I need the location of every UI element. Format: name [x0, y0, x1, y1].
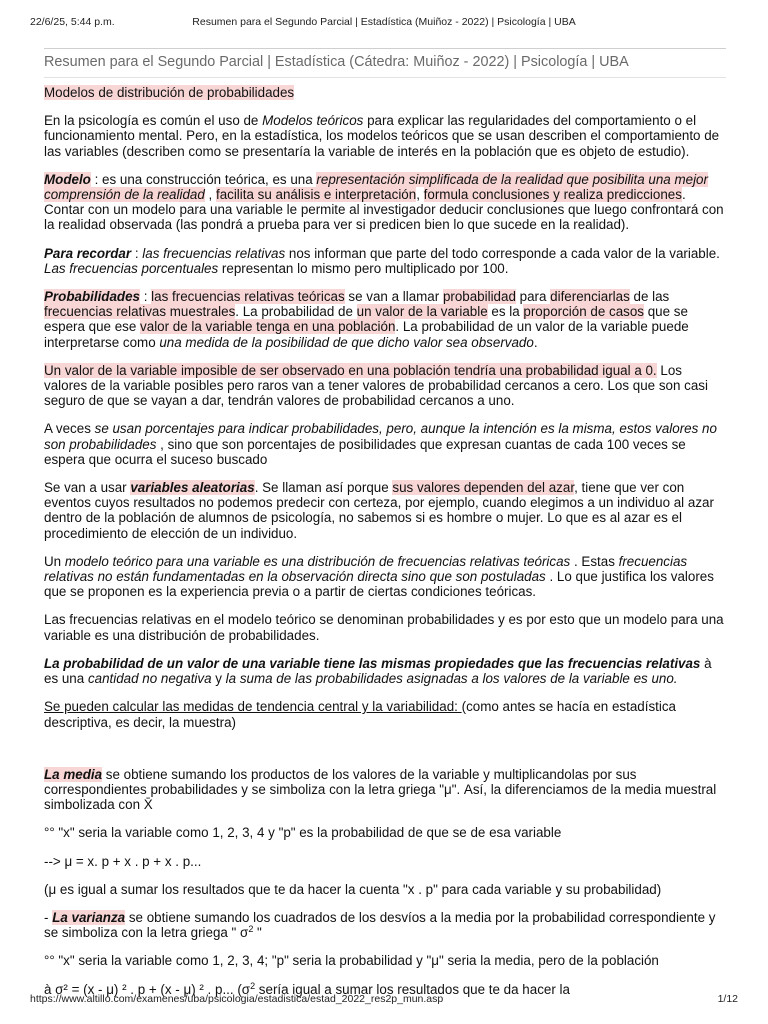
highlight: probabilidad [442, 289, 516, 305]
text: . Se llaman así porque [254, 480, 393, 496]
text-bold-italic: La probabilidad de un valor de una variable tiene las mismas propiedades que las frecuencias relativas [44, 655, 701, 671]
text-italic: se usan porcentajes para indicar probabilidades, pero, aunque la intención es la misma, estos valores no son probabilidades [44, 421, 717, 452]
highlight: Un valor de la variable imposible de ser observado en una población tendría una probabilidad igual a 0. [44, 362, 657, 378]
paragraph-para-recordar [44, 246, 728, 276]
superscript: 2 [248, 924, 254, 935]
text: , [416, 187, 424, 203]
paragraph-frecuencias-modelo: Las frecuencias relativas en el modelo teórico se denominan probabilidades y es por esto que un modelo para una variable es una distribución de probabilidades. [44, 612, 724, 643]
paragraph-varianza-variables: °° "x" seria la variable como 1, 2, 3, 4; "p" seria la probabilidad y "μ" seria la media, pero de la población [44, 953, 659, 969]
text: y [211, 671, 226, 687]
page-number: 1/12 [717, 993, 738, 1005]
section-title [44, 85, 728, 100]
formula-media: --> μ = x. p + x . p + x . p... [44, 853, 202, 869]
paragraph-varianza [44, 910, 728, 940]
text: à es una [44, 655, 712, 687]
paragraph-media [44, 767, 728, 813]
text-italic: la suma de las probabilidades asignadas a los valores de la variable es uno. [225, 671, 678, 687]
text: . Estas [570, 553, 619, 569]
print-url: https://www.altillo.com/examenes/uba/psicologia/estadistica/estad_2022_res2p_mun.asp [30, 993, 444, 1005]
text: de las [629, 289, 670, 305]
site-title: Resumen para el Segundo Parcial | Estadística (Cátedra: Muiñoz - 2022) | Psicología | UBA [44, 54, 629, 70]
text: A veces [44, 421, 95, 437]
text: , tiene que ver con eventos cuyos resultados no podemos predecir con certeza, por ejemplo, cuando elegimos a un individuo al azar dentro de la población de alumnos de psicología, no sabemos si es hombre o mujer. Lo que es al azar es el procedimiento de elección de un individuo. [44, 480, 714, 541]
text: se obtiene sumando los cuadrados de los desvíos a la media por la probabilidad correspondiente y se simboliza con la letra griega " σ [44, 909, 716, 941]
text: se van a llamar [344, 289, 443, 305]
print-page-title: Resumen para el Segundo Parcial | Estadística (Muiñoz - 2022) | Psicología | UBA [192, 16, 576, 28]
print-header [30, 16, 738, 30]
text-italic: modelo teórico para una variable es una distribución de frecuencias relativas teóricas [64, 553, 571, 569]
paragraph-media-variables: °° "x" seria la variable como 1, 2, 3, 4 y "p" es la probabilidad de que se de esa variable [44, 825, 562, 841]
paragraph-porcentajes [44, 421, 728, 467]
text: . [533, 334, 538, 350]
highlight: las frecuencias relativas teóricas [151, 289, 345, 305]
highlight: sus valores dependen del azar [392, 480, 575, 496]
text: sería igual a sumar los resultados que te da hacer la [255, 981, 570, 997]
term-probabilidades: Probabilidades [44, 289, 140, 305]
term-la-media: La media [44, 766, 103, 782]
text: Los valores de la variable posibles pero raros van a tener valores de probabilidad cercanos a cero. Los que son casi seguro de que se vayan a dar, tendrán valores de probabilidad cercanos a uno. [44, 362, 708, 409]
term-para-recordar: Para recordar [44, 245, 132, 261]
text: se obtiene sumando los productos de los valores de la variable y multiplicandolas por sus correspondientes probabilidades y se simboliza con la letra griega "μ". Así, la diferenciamos de la media muestral simbolizada con X̄ [44, 766, 717, 813]
text: que se espera que ese [44, 304, 688, 335]
text-italic: cantidad no negativa [87, 671, 212, 687]
highlight: formula conclusiones y realiza predicciones [423, 187, 682, 203]
paragraph-modelo [44, 172, 728, 233]
text: - [44, 909, 53, 925]
text: , [204, 187, 216, 203]
paragraph-propiedades [44, 656, 728, 686]
text-italic: Modelos teóricos [262, 113, 364, 129]
spacer [44, 743, 728, 767]
highlight: valor de la variable tenga en una población [140, 319, 396, 335]
text: Un [44, 553, 65, 569]
text: " [253, 925, 262, 941]
text: à σ² = (x - μ) ² . p + (x - μ) ² . p... (σ [44, 981, 251, 997]
highlight: un valor de la variable [356, 304, 488, 320]
text: : [140, 289, 152, 305]
paragraph-variables-aleatorias [44, 480, 728, 541]
text: : es una construcción teórica, es una [90, 171, 317, 187]
paragraph-modelo-teorico [44, 554, 728, 600]
text: (como antes se hacía en estadística descriptiva, es decir, la muestra) [44, 699, 676, 730]
text: es la [487, 304, 524, 320]
term-modelo: Modelo [44, 171, 91, 187]
text-italic: las frecuencias relativas [142, 245, 286, 261]
text: para [515, 289, 551, 305]
print-datetime: 22/6/25, 5:44 p.m. [30, 16, 115, 28]
text: . La probabilidad de un valor de la variable puede interpretarse como [44, 319, 689, 350]
text-italic: Las frecuencias porcentuales [44, 260, 219, 276]
header-divider [44, 48, 726, 49]
paragraph-probabilidades [44, 289, 728, 350]
text: nos informan que parte del todo corresponde a cada valor de la variable. [285, 245, 720, 261]
text-italic: una medida de la posibilidad de que dicho valor sea observado [159, 334, 534, 350]
highlight: representación simplificada de la realidad que posibilita una mejor comprensión de la realidad [44, 171, 708, 203]
text: . Contar con un modelo para una variable le permite al investigador deducir conclusiones que luego confrontará con la realidad observada (las pondrá a prueba para ver si predicen bien lo que sucede en la realidad). [44, 187, 724, 233]
text: En la psicología es común el uso de [44, 113, 263, 129]
text: para explicar las regularidades del comportamiento o el funcionamiento mental. Pero, en la estadística, los modelos teóricos que se usan describen el comportamiento de las variables (describen como se presentaría la variable de interés en la población que es objeto de estudio). [44, 113, 720, 159]
term-la-varianza: La varianza [52, 909, 126, 925]
text-underlined: Se pueden calcular las medidas de tendencia central y la variabilidad: [44, 699, 462, 715]
text: Se van a usar [44, 480, 131, 496]
document-body [44, 85, 728, 1010]
paragraph-medidas [44, 699, 728, 729]
text-italic: frecuencias relativas no están fundamentadas en la observación directa sino que son postuladas [44, 553, 688, 585]
paragraph-valor-imposible [44, 363, 728, 409]
highlight: frecuencias relativas muestrales [44, 304, 236, 320]
title-divider [44, 77, 726, 78]
text: : [131, 245, 143, 261]
paragraph-modelos-teoricos [44, 113, 728, 159]
term-variables-aleatorias: variables aleatorias [130, 480, 255, 496]
superscript: 2 [250, 980, 256, 991]
paragraph-media-explicacion: (μ es igual a sumar los resultados que te da hacer la cuenta "x . p" para cada variable y su probabilidad) [44, 881, 662, 897]
text: , sino que son porcentajes de posibilidades que expresan cuantas de cada 100 veces se espera que ocurra el suceso buscado [44, 436, 686, 467]
highlight: diferenciarlas [550, 289, 630, 305]
text: . La probabilidad de [235, 304, 357, 320]
text: . Lo que justifica los valores que se proponen es la experiencia previa o a partir de ciertas condiciones teóricas. [44, 569, 714, 600]
section-title-text: Modelos de distribución de probabilidades [44, 85, 295, 100]
highlight: proporción de casos [523, 304, 644, 320]
highlight: facilita su análisis e interpretación [215, 187, 417, 203]
text: representan lo mismo pero multiplicado por 100. [218, 260, 509, 276]
